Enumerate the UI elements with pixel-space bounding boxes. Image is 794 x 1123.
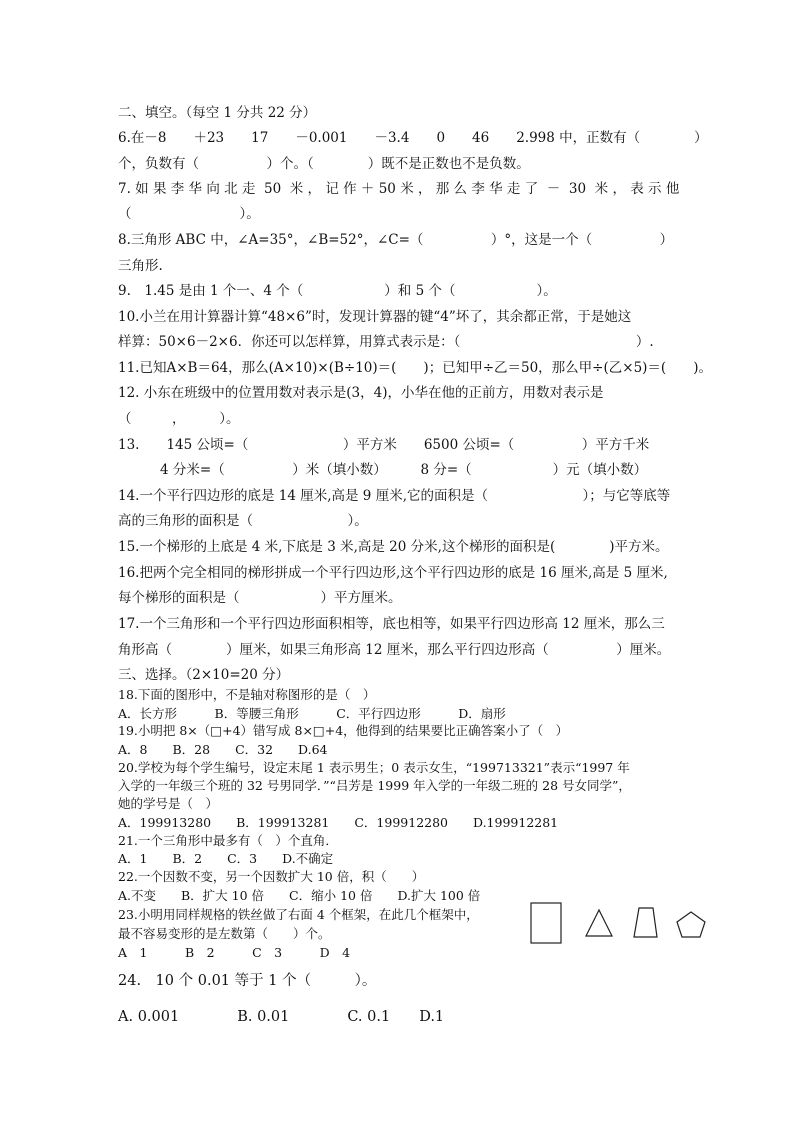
q19-options: A．8 B．28 C．32 D.64 [118, 742, 328, 757]
triangle-frame-shape [586, 910, 612, 936]
q24-question: 24. 10 个 0.01 等于 1 个（ ）。 [118, 973, 377, 989]
q24-options: A. 0.001 B. 0.01 C. 0.1 D.1 [118, 1009, 445, 1025]
q20-line3: 她的学号是（ ） [118, 796, 219, 811]
q21-question: 21.一个三角形中最多有（ ）个直角． [118, 833, 338, 848]
q20-line2: 入学的一年级三个班的 32 号男同学．”“吕芳是 1999 年入学的一年级二班的 28 号女同学”， [118, 778, 631, 793]
q13-line2: 4 分米=（ ）米（填小数） 8 分=（ ）元（填小数） [160, 462, 648, 478]
q18-options: A．长方形 B．等腰三角形 C．平行四边形 D．扇形 [118, 706, 506, 721]
pentagon-frame-shape [677, 912, 705, 937]
q13-line1: 13. 145 公顷=（ ）平方米 6500 公顷=（ ）平方千米 [118, 437, 650, 453]
q20-line1: 20.学校为每个学生编号，设定末尾 1 表示男生；0 表示女生，“199713321”表示“1997 年 [118, 760, 630, 775]
q8-line1: 8.三角形 ABC 中，∠A=35°，∠B=52°，∠C=（ ）°，这是一个（ ） [118, 232, 674, 248]
q7-line1: 7. 如 果 李 华 向 北 走 50 米 ， 记 作 ＋ 50 米 ， 那 么 李 华 走 了 － 30 米 ， 表 示 他 [118, 181, 680, 197]
q9-line: 9. 1.45 是由 1 个一、4 个（ ）和 5 个（ ）。 [118, 283, 557, 299]
q16-line1: 16.把两个完全相同的梯形拼成一个平行四边形,这个平行四边形的底是 16 厘米,高是 5 厘米, [118, 565, 668, 581]
q7-line2: （ ）。 [118, 206, 260, 222]
q16-line2: 每个梯形的面积是（ ）平方厘米。 [118, 590, 402, 606]
q6-line2: 个，负数有（ ）个。（ ）既不是正数也不是负数。 [118, 156, 530, 172]
q8-line2: 三角形. [118, 258, 163, 274]
rectangle-frame-shape [531, 903, 561, 943]
q12-line1: 12. 小东在班级中的位置用数对表示是(3，4)，小华在他的正前方，用数对表示是 [118, 385, 604, 401]
q18-question: 18.下面的图形中，不是轴对称图形的是（ ） [118, 687, 376, 702]
q17-line1: 17.一个三角形和一个平行四边形面积相等，底也相等，如果平行四边形高 12 厘米，那么三 [118, 616, 665, 632]
q11-line: 11.已知A×B＝64，那么(A×10)×(B÷10)＝( )；已知甲÷乙＝50，那么甲÷(乙×5)＝( )。 [118, 360, 712, 376]
trapezoid-frame-shape [634, 908, 657, 937]
q23-options: A 1 B 2 C 3 D 4 [118, 945, 351, 960]
q10-line1: 10.小兰在用计算器计算“48×6”时，发现计算器的键“4”坏了，其余都正常，于是她这 [118, 309, 632, 325]
q21-options: A．1 B．2 C．3 D.不确定 [118, 851, 334, 866]
section-fill-title: 二、填空。（每空 1 分共 22 分） [118, 105, 317, 121]
q14-line1: 14.一个平行四边形的底是 14 厘米,高是 9 厘米,它的面积是（ ）；与它等底等 [118, 488, 671, 504]
q23-frame-shapes [528, 900, 713, 950]
q23-line2: 最不容易变形的是左数第（ ）个。 [118, 926, 331, 941]
section-choice-title: 三、选择。（2×10=20 分） [118, 667, 290, 683]
q22-question: 22.一个因数不变，另一个因数扩大 10 倍，积（ ） [118, 869, 425, 884]
q6-line1: 6.在－8 ＋23 17 －0.001 －3.4 0 46 2.998 中，正数有（ ） [118, 130, 708, 146]
q23-line1: 23.小明用同样规格的铁丝做了右面 4 个框架，在此几个框架中， [118, 907, 479, 922]
q19-question: 19.小明把 8×（□+4）错写成 8×□+4，他得到的结果要比正确答案小了（ ） [118, 723, 569, 738]
q15-line: 15.一个梯形的上底是 4 米,下底是 3 米,高是 20 分米,这个梯形的面积是( )平方米。 [118, 539, 669, 555]
q20-options: A．199913280 B．199913281 C．199912280 D.199912281 [118, 815, 559, 830]
q12-line2: （ ， ）。 [118, 411, 240, 427]
q14-line2: 高的三角形的面积是（ ）。 [118, 513, 368, 529]
q17-line2: 角形高（ ）厘米，如果三角形高 12 厘米，那么平行四边形高（ ）厘米。 [118, 642, 671, 658]
q22-options: A.不变 B．扩大 10 倍 C．缩小 10 倍 D.扩大 100 倍 [118, 888, 481, 903]
q10-line2: 样算：50×6－2×6．你还可以怎样算，用算式表示是：（ ）. [118, 334, 654, 350]
